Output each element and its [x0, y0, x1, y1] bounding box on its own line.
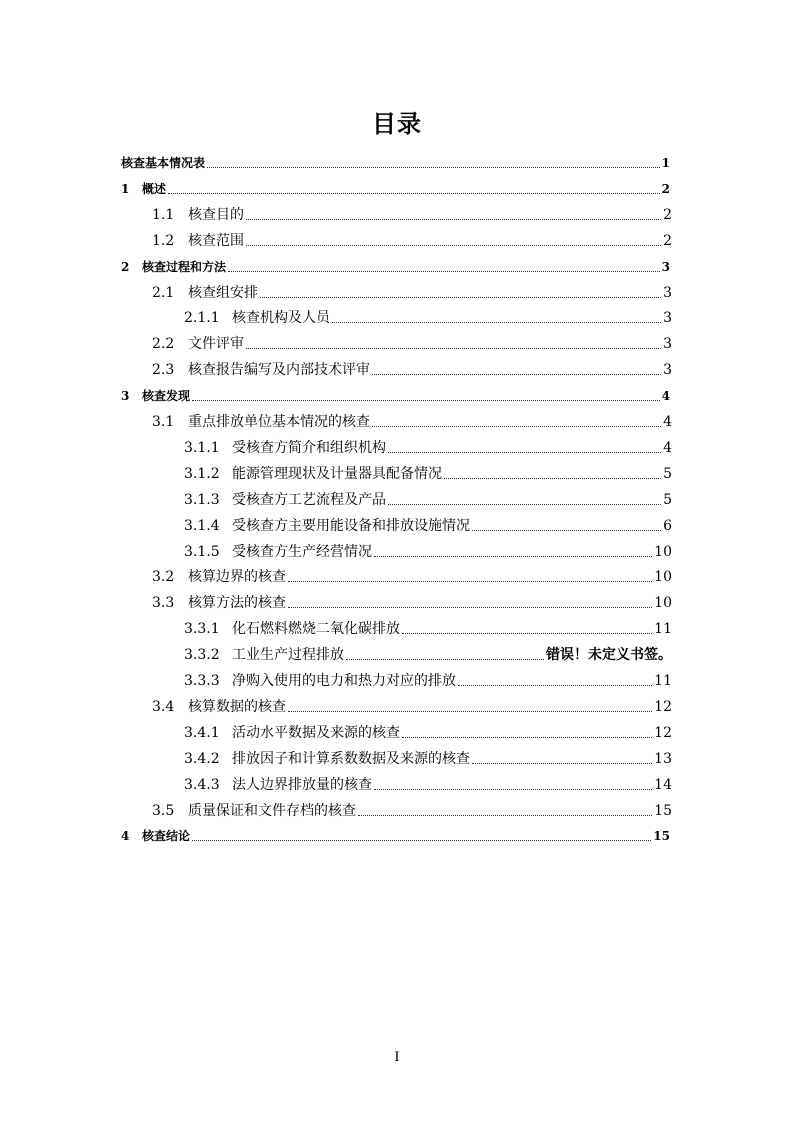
toc-entry-number: 2	[121, 259, 130, 274]
toc-entry-title: 核查机构及人员	[232, 310, 330, 327]
toc-dot-leader	[192, 839, 651, 841]
toc-entry-page: 5	[663, 465, 672, 482]
toc-entry-title: 核算方法的核查	[188, 595, 286, 612]
toc-entry[interactable]	[152, 331, 672, 353]
toc-entry-number: 3.3.1	[184, 621, 220, 638]
toc-entry-page: 3	[663, 336, 672, 353]
toc-dot-leader	[472, 529, 661, 531]
toc-entry[interactable]	[184, 435, 672, 457]
toc-entry-page: 2	[661, 181, 670, 196]
toc-entry-number: 3.1.3	[184, 491, 220, 508]
toc-dot-leader	[458, 684, 652, 686]
toc-dot-leader	[374, 788, 652, 790]
toc-entry[interactable]	[152, 202, 672, 224]
toc-entry-title: 核查报告编写及内部技术评审	[188, 362, 370, 379]
toc-entry[interactable]	[152, 280, 672, 302]
toc-dot-leader	[207, 166, 660, 168]
toc-entry[interactable]	[152, 357, 672, 379]
toc-entry-title: 核查过程和方法	[142, 259, 227, 274]
toc-entry[interactable]	[121, 176, 670, 198]
toc-entry-page: 错误！未定义书签。	[546, 647, 672, 664]
toc-entry-number: 4	[121, 829, 130, 844]
toc-entry[interactable]	[184, 513, 672, 535]
toc-entry-title: 核查发现	[142, 389, 191, 404]
toc-entry-page: 11	[654, 673, 672, 689]
toc-entry-number: 3.1.2	[184, 465, 220, 482]
toc-entry-number: 1.1	[152, 206, 175, 223]
toc-entry[interactable]	[184, 616, 672, 638]
toc-entry-number: 2.2	[152, 336, 175, 353]
toc-entry-title: 核算数据的核查	[188, 698, 286, 715]
toc-dot-leader	[402, 632, 652, 634]
toc-entry-page: 10	[654, 569, 672, 586]
toc-entry-number: 1.2	[152, 232, 175, 249]
toc-entry-page: 2	[663, 232, 672, 249]
toc-entry-number: 2.1.1	[184, 310, 220, 327]
toc-dot-leader	[388, 451, 661, 453]
toc-entry-page: 13	[654, 750, 672, 767]
toc-entry-page: 4	[663, 439, 672, 456]
toc-entry-page: 12	[654, 724, 672, 741]
toc-entry-page: 15	[653, 829, 670, 844]
toc-entry[interactable]	[184, 539, 672, 561]
toc-entry[interactable]	[152, 590, 672, 612]
toc-entry[interactable]	[184, 720, 672, 742]
toc-dot-leader	[374, 555, 652, 557]
toc-entry-number: 3.3.2	[184, 647, 220, 664]
toc-entry-number: 3.5	[152, 802, 175, 819]
toc-entry[interactable]	[152, 798, 672, 820]
toc-entry-number: 2.3	[152, 362, 175, 379]
toc-entry-number: 3.1.1	[184, 439, 220, 456]
toc-entry[interactable]	[152, 409, 672, 431]
toc-entry-page: 5	[663, 491, 672, 508]
toc-entry-page: 4	[661, 389, 670, 404]
toc-entry[interactable]	[152, 694, 672, 716]
toc-dot-leader	[444, 477, 661, 479]
toc-entry-title: 化石燃料燃烧二氧化碳排放	[232, 621, 400, 638]
toc-entry[interactable]	[184, 487, 672, 509]
toc-dot-leader	[168, 192, 660, 194]
toc-entry[interactable]	[121, 823, 670, 845]
toc-entry-page: 12	[654, 698, 672, 715]
toc-dot-leader	[358, 814, 652, 816]
toc-dot-leader	[246, 244, 661, 246]
toc-entry-title: 概述	[142, 181, 167, 196]
toc-entry[interactable]	[121, 150, 670, 172]
toc-entry-title: 工业生产过程排放	[232, 647, 344, 664]
toc-entry-number: 1	[121, 181, 130, 196]
toc-dot-leader	[246, 218, 661, 220]
toc-entry-title: 活动水平数据及来源的核查	[232, 724, 400, 741]
toc-entry-page: 11	[654, 621, 672, 638]
toc-entry[interactable]	[184, 305, 672, 327]
toc-dot-leader	[472, 762, 652, 764]
toc-entry[interactable]	[184, 642, 672, 664]
toc-dot-leader	[346, 658, 544, 660]
toc-entry-title: 排放因子和计算系数数据及来源的核查	[232, 750, 470, 767]
toc-entry-page: 3	[661, 259, 670, 274]
toc-dot-leader	[332, 321, 661, 323]
toc-dot-leader	[388, 503, 661, 505]
toc-dot-leader	[372, 425, 661, 427]
toc-dot-leader	[260, 296, 661, 298]
toc-entry-number: 3.3.3	[184, 673, 220, 689]
toc-entry-title: 核算边界的核查	[188, 569, 286, 586]
toc-entry-page: 10	[654, 543, 672, 560]
toc-entry-number: 3.4	[152, 698, 175, 715]
toc-entry-number: 3.2	[152, 569, 175, 586]
toc-dot-leader	[246, 347, 661, 349]
toc-entry[interactable]	[184, 668, 672, 690]
toc-dot-leader	[288, 580, 652, 582]
toc-entry-number: 3.1.5	[184, 543, 220, 560]
toc-entry-title: 法人边界排放量的核查	[232, 776, 372, 793]
toc-entry[interactable]	[152, 228, 672, 250]
toc-entry[interactable]	[184, 461, 672, 483]
toc-dot-leader	[288, 710, 652, 712]
toc-entry-page: 3	[663, 362, 672, 379]
toc-entry-page: 15	[654, 802, 672, 819]
toc-entry-number: 3.1.4	[184, 517, 220, 534]
toc-entry-title: 质量保证和文件存档的核查	[188, 802, 356, 819]
toc-entry-number: 3.4.3	[184, 776, 220, 793]
toc-entry-title: 核查基本情况表	[121, 156, 206, 170]
toc-entry[interactable]	[121, 383, 670, 405]
toc-entry-title: 受核查方简介和组织机构	[232, 439, 386, 456]
toc-entry-title: 核查组安排	[188, 284, 258, 301]
toc-entry-page: 1	[661, 156, 670, 170]
toc-entry-title: 受核查方主要用能设备和排放设施情况	[232, 517, 470, 534]
toc-entry-title: 重点排放单位基本情况的核查	[188, 414, 370, 430]
toc-entry-page: 3	[663, 284, 672, 301]
toc-entry[interactable]	[184, 746, 672, 768]
toc-entry-page: 2	[663, 206, 672, 223]
toc-entry-number: 3	[121, 389, 130, 404]
page-footer-number: I	[394, 1050, 400, 1065]
toc-dot-leader	[192, 399, 660, 401]
toc-entry-title: 文件评审	[188, 336, 244, 353]
toc-entry-page: 14	[654, 776, 672, 793]
toc-entry-page: 10	[654, 595, 672, 612]
toc-entry-title: 受核查方工艺流程及产品	[232, 491, 386, 508]
toc-dot-leader	[288, 606, 652, 608]
toc-dot-leader	[372, 373, 661, 375]
toc-entry-page: 3	[663, 310, 672, 327]
toc-entry-title: 核查目的	[188, 206, 244, 223]
toc-entry-title: 核查范围	[188, 232, 244, 249]
toc-entry-page: 6	[663, 517, 672, 534]
toc-entry[interactable]	[152, 564, 672, 586]
page-title: 目录	[372, 109, 422, 138]
toc-entry-number: 3.4.2	[184, 750, 220, 767]
toc-dot-leader	[402, 736, 652, 738]
toc-entry-title: 能源管理现状及计量器具配备情况	[232, 465, 442, 482]
toc-entry-number: 3.3	[152, 595, 175, 612]
toc-entry-number: 2.1	[152, 284, 175, 301]
toc-entry[interactable]	[184, 772, 672, 794]
toc-entry-page: 4	[663, 414, 672, 430]
toc-entry-title: 受核查方生产经营情况	[232, 543, 372, 560]
toc-dot-leader	[228, 270, 660, 272]
toc-entry-title: 核查结论	[142, 829, 191, 844]
toc-entry-number: 3.1	[152, 414, 175, 430]
toc-entry-title: 净购入使用的电力和热力对应的排放	[232, 673, 456, 689]
toc-entry-number: 3.4.1	[184, 724, 220, 741]
toc-entry[interactable]	[121, 254, 670, 276]
